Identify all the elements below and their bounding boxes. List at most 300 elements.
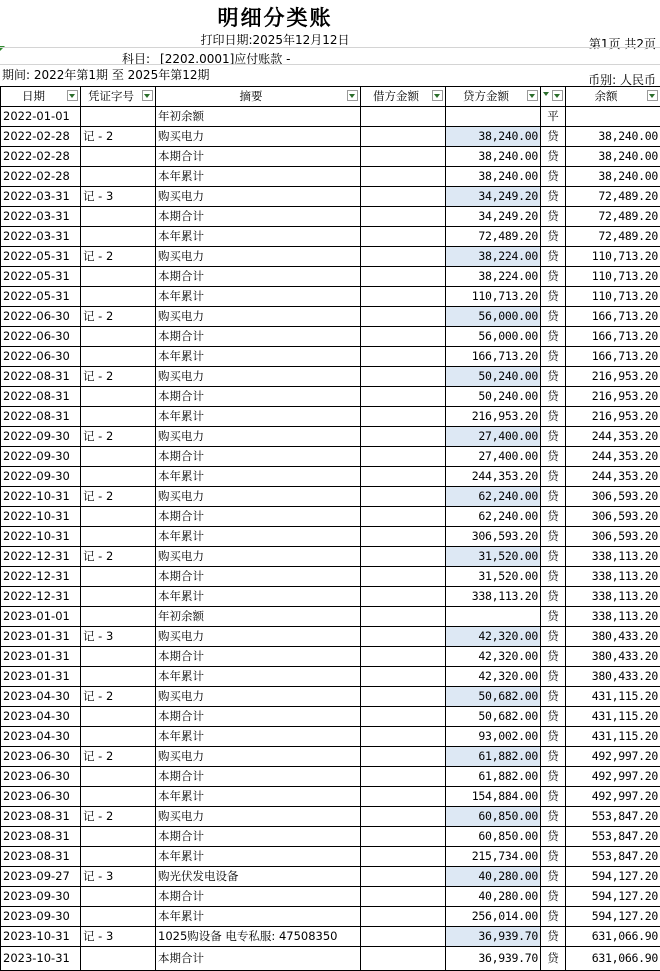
cell-voucher[interactable]: [81, 267, 156, 287]
cell-debit[interactable]: [361, 447, 446, 467]
table-row[interactable]: [1, 807, 660, 827]
cell-balance[interactable]: 492,997.20: [566, 747, 660, 767]
table-row[interactable]: [1, 727, 660, 747]
cell-credit[interactable]: 56,000.00: [446, 327, 541, 347]
cell-debit[interactable]: [361, 367, 446, 387]
cell-direction[interactable]: 贷: [541, 367, 566, 387]
cell-credit[interactable]: 154,884.00: [446, 787, 541, 807]
cell-direction[interactable]: 平: [541, 107, 566, 127]
cell-balance[interactable]: 380,433.20: [566, 667, 660, 687]
table-row[interactable]: [1, 527, 660, 547]
cell-direction[interactable]: 贷: [541, 507, 566, 527]
cell-voucher[interactable]: 记 - 2: [81, 367, 156, 387]
cell-voucher[interactable]: [81, 347, 156, 367]
filter-dropdown-icon[interactable]: [527, 90, 538, 101]
cell-voucher[interactable]: [81, 327, 156, 347]
cell-voucher[interactable]: [81, 647, 156, 667]
cell-direction[interactable]: 贷: [541, 827, 566, 847]
table-row[interactable]: [1, 287, 660, 307]
cell-direction[interactable]: 贷: [541, 647, 566, 667]
cell-credit[interactable]: 50,682.00: [446, 707, 541, 727]
cell-direction[interactable]: 贷: [541, 947, 566, 971]
cell-debit[interactable]: [361, 467, 446, 487]
cell-balance[interactable]: 338,113.20: [566, 567, 660, 587]
cell-direction[interactable]: 贷: [541, 667, 566, 687]
cell-summary[interactable]: 本年累计: [156, 167, 361, 187]
cell-balance[interactable]: 431,115.20: [566, 727, 660, 747]
table-row[interactable]: [1, 387, 660, 407]
cell-date[interactable]: 2022-08-31: [1, 367, 81, 387]
table-row[interactable]: [1, 567, 660, 587]
cell-date[interactable]: 2022-06-30: [1, 347, 81, 367]
cell-credit[interactable]: [446, 107, 541, 127]
cell-date[interactable]: 2023-09-30: [1, 907, 81, 927]
cell-direction[interactable]: 贷: [541, 567, 566, 587]
cell-summary[interactable]: 本期合计: [156, 507, 361, 527]
cell-direction[interactable]: 贷: [541, 467, 566, 487]
cell-direction[interactable]: 贷: [541, 167, 566, 187]
cell-direction[interactable]: 贷: [541, 607, 566, 627]
cell-direction[interactable]: 贷: [541, 227, 566, 247]
cell-direction[interactable]: 贷: [541, 187, 566, 207]
cell-credit[interactable]: 31,520.00: [446, 567, 541, 587]
table-row[interactable]: [1, 467, 660, 487]
table-row[interactable]: [1, 887, 660, 907]
cell-debit[interactable]: [361, 327, 446, 347]
cell-balance[interactable]: 631,066.90: [566, 947, 660, 971]
table-row[interactable]: [1, 407, 660, 427]
cell-debit[interactable]: [361, 127, 446, 147]
cell-credit[interactable]: 93,002.00: [446, 727, 541, 747]
cell-date[interactable]: 2022-12-31: [1, 587, 81, 607]
cell-direction[interactable]: 贷: [541, 867, 566, 887]
cell-credit[interactable]: 50,240.00: [446, 387, 541, 407]
cell-balance[interactable]: 72,489.20: [566, 227, 660, 247]
table-row[interactable]: [1, 127, 660, 147]
cell-balance[interactable]: 338,113.20: [566, 547, 660, 567]
cell-credit[interactable]: 62,240.00: [446, 507, 541, 527]
cell-direction[interactable]: 贷: [541, 807, 566, 827]
cell-summary[interactable]: 购买电力: [156, 247, 361, 267]
cell-credit[interactable]: 60,850.00: [446, 827, 541, 847]
cell-credit[interactable]: 34,249.20: [446, 187, 541, 207]
cell-voucher[interactable]: 记 - 2: [81, 127, 156, 147]
cell-balance[interactable]: 244,353.20: [566, 467, 660, 487]
cell-summary[interactable]: 购买电力: [156, 427, 361, 447]
cell-summary[interactable]: 本期合计: [156, 207, 361, 227]
cell-balance[interactable]: 431,115.20: [566, 687, 660, 707]
cell-direction[interactable]: 贷: [541, 427, 566, 447]
cell-date[interactable]: 2022-02-28: [1, 127, 81, 147]
cell-date[interactable]: 2022-05-31: [1, 267, 81, 287]
cell-debit[interactable]: [361, 927, 446, 947]
cell-balance[interactable]: 553,847.20: [566, 847, 660, 867]
cell-summary[interactable]: 购买电力: [156, 307, 361, 327]
cell-credit[interactable]: 244,353.20: [446, 467, 541, 487]
cell-date[interactable]: 2023-04-30: [1, 707, 81, 727]
cell-balance[interactable]: 166,713.20: [566, 327, 660, 347]
cell-balance[interactable]: [566, 107, 660, 127]
cell-debit[interactable]: [361, 847, 446, 867]
cell-date[interactable]: 2023-01-31: [1, 627, 81, 647]
cell-summary[interactable]: 本年累计: [156, 667, 361, 687]
table-row[interactable]: [1, 247, 660, 267]
cell-balance[interactable]: 338,113.20: [566, 587, 660, 607]
cell-date[interactable]: 2022-05-31: [1, 287, 81, 307]
cell-direction[interactable]: 贷: [541, 627, 566, 647]
table-row[interactable]: [1, 447, 660, 467]
cell-credit[interactable]: 72,489.20: [446, 227, 541, 247]
cell-voucher[interactable]: [81, 527, 156, 547]
cell-date[interactable]: 2022-02-28: [1, 167, 81, 187]
cell-credit[interactable]: 38,224.00: [446, 247, 541, 267]
cell-debit[interactable]: [361, 827, 446, 847]
table-row[interactable]: [1, 427, 660, 447]
cell-date[interactable]: 2022-08-31: [1, 407, 81, 427]
cell-voucher[interactable]: [81, 567, 156, 587]
cell-summary[interactable]: 本年累计: [156, 847, 361, 867]
cell-date[interactable]: 2022-09-30: [1, 467, 81, 487]
cell-voucher[interactable]: [81, 407, 156, 427]
cell-debit[interactable]: [361, 167, 446, 187]
cell-voucher[interactable]: [81, 467, 156, 487]
cell-credit[interactable]: [446, 607, 541, 627]
cell-voucher[interactable]: 记 - 2: [81, 427, 156, 447]
cell-credit[interactable]: 38,240.00: [446, 167, 541, 187]
cell-voucher[interactable]: 记 - 3: [81, 627, 156, 647]
table-row[interactable]: [1, 647, 660, 667]
cell-credit[interactable]: 256,014.00: [446, 907, 541, 927]
cell-summary[interactable]: 本期合计: [156, 767, 361, 787]
cell-voucher[interactable]: 记 - 2: [81, 307, 156, 327]
cell-voucher[interactable]: [81, 227, 156, 247]
cell-credit[interactable]: 34,249.20: [446, 207, 541, 227]
cell-debit[interactable]: [361, 807, 446, 827]
cell-voucher[interactable]: [81, 787, 156, 807]
cell-summary[interactable]: 本期合计: [156, 147, 361, 167]
cell-summary[interactable]: 购光伏发电设备: [156, 867, 361, 887]
cell-credit[interactable]: 166,713.20: [446, 347, 541, 367]
cell-credit[interactable]: 306,593.20: [446, 527, 541, 547]
cell-balance[interactable]: 110,713.20: [566, 267, 660, 287]
cell-direction[interactable]: 贷: [541, 407, 566, 427]
cell-direction[interactable]: 贷: [541, 267, 566, 287]
cell-direction[interactable]: 贷: [541, 447, 566, 467]
cell-credit[interactable]: 56,000.00: [446, 307, 541, 327]
table-row[interactable]: [1, 167, 660, 187]
cell-credit[interactable]: 27,400.00: [446, 447, 541, 467]
cell-direction[interactable]: 贷: [541, 587, 566, 607]
table-row[interactable]: [1, 627, 660, 647]
cell-direction[interactable]: 贷: [541, 207, 566, 227]
cell-credit[interactable]: 338,113.20: [446, 587, 541, 607]
cell-summary[interactable]: 购买电力: [156, 687, 361, 707]
cell-debit[interactable]: [361, 347, 446, 367]
cell-credit[interactable]: 60,850.00: [446, 807, 541, 827]
cell-voucher[interactable]: 记 - 3: [81, 867, 156, 887]
cell-debit[interactable]: [361, 307, 446, 327]
cell-debit[interactable]: [361, 587, 446, 607]
cell-balance[interactable]: 244,353.20: [566, 447, 660, 467]
cell-balance[interactable]: 631,066.90: [566, 927, 660, 947]
cell-credit[interactable]: 50,240.00: [446, 367, 541, 387]
cell-summary[interactable]: 本年累计: [156, 467, 361, 487]
cell-balance[interactable]: 380,433.20: [566, 627, 660, 647]
cell-debit[interactable]: [361, 867, 446, 887]
cell-debit[interactable]: [361, 387, 446, 407]
table-row[interactable]: [1, 147, 660, 167]
cell-balance[interactable]: 306,593.20: [566, 527, 660, 547]
cell-credit[interactable]: 110,713.20: [446, 287, 541, 307]
filter-dropdown-icon[interactable]: [142, 90, 153, 101]
cell-date[interactable]: 2023-06-30: [1, 787, 81, 807]
cell-balance[interactable]: 166,713.20: [566, 347, 660, 367]
cell-summary[interactable]: 1025购设备 电专私服: 47508350: [156, 927, 361, 947]
table-row[interactable]: [1, 307, 660, 327]
cell-direction[interactable]: 贷: [541, 287, 566, 307]
cell-date[interactable]: 2023-01-31: [1, 667, 81, 687]
cell-debit[interactable]: [361, 787, 446, 807]
cell-voucher[interactable]: [81, 827, 156, 847]
cell-date[interactable]: 2023-06-30: [1, 767, 81, 787]
cell-date[interactable]: 2023-08-31: [1, 807, 81, 827]
cell-direction[interactable]: 贷: [541, 747, 566, 767]
cell-voucher[interactable]: [81, 207, 156, 227]
cell-balance[interactable]: 431,115.20: [566, 707, 660, 727]
cell-balance[interactable]: 306,593.20: [566, 487, 660, 507]
cell-direction[interactable]: 贷: [541, 887, 566, 907]
cell-voucher[interactable]: [81, 167, 156, 187]
cell-voucher[interactable]: [81, 887, 156, 907]
cell-summary[interactable]: 本期合计: [156, 647, 361, 667]
cell-voucher[interactable]: [81, 147, 156, 167]
table-row[interactable]: [1, 587, 660, 607]
cell-date[interactable]: 2022-05-31: [1, 247, 81, 267]
cell-direction[interactable]: 贷: [541, 907, 566, 927]
cell-balance[interactable]: 380,433.20: [566, 647, 660, 667]
cell-date[interactable]: 2022-09-30: [1, 427, 81, 447]
cell-voucher[interactable]: 记 - 2: [81, 247, 156, 267]
cell-credit[interactable]: 38,224.00: [446, 267, 541, 287]
cell-debit[interactable]: [361, 187, 446, 207]
cell-voucher[interactable]: [81, 447, 156, 467]
cell-date[interactable]: 2022-10-31: [1, 507, 81, 527]
cell-debit[interactable]: [361, 647, 446, 667]
cell-direction[interactable]: 贷: [541, 247, 566, 267]
cell-summary[interactable]: 本期合计: [156, 327, 361, 347]
cell-date[interactable]: 2023-10-31: [1, 927, 81, 947]
cell-debit[interactable]: [361, 627, 446, 647]
filter-dropdown-icon[interactable]: [647, 90, 658, 101]
cell-summary[interactable]: 购买电力: [156, 747, 361, 767]
cell-credit[interactable]: 42,320.00: [446, 647, 541, 667]
cell-date[interactable]: 2022-09-30: [1, 447, 81, 467]
cell-voucher[interactable]: [81, 947, 156, 971]
cell-date[interactable]: 2023-09-30: [1, 887, 81, 907]
cell-voucher[interactable]: 记 - 2: [81, 687, 156, 707]
cell-summary[interactable]: 本年累计: [156, 527, 361, 547]
table-row[interactable]: [1, 507, 660, 527]
cell-debit[interactable]: [361, 527, 446, 547]
cell-voucher[interactable]: [81, 667, 156, 687]
cell-balance[interactable]: 553,847.20: [566, 827, 660, 847]
cell-credit[interactable]: 40,280.00: [446, 887, 541, 907]
cell-direction[interactable]: 贷: [541, 387, 566, 407]
cell-credit[interactable]: 42,320.00: [446, 667, 541, 687]
cell-voucher[interactable]: [81, 767, 156, 787]
cell-voucher[interactable]: 记 - 2: [81, 487, 156, 507]
cell-voucher[interactable]: [81, 587, 156, 607]
cell-summary[interactable]: 本年累计: [156, 727, 361, 747]
cell-direction[interactable]: 贷: [541, 927, 566, 947]
cell-summary[interactable]: 年初余额: [156, 107, 361, 127]
table-row[interactable]: [1, 347, 660, 367]
cell-balance[interactable]: 38,240.00: [566, 167, 660, 187]
table-row[interactable]: [1, 607, 660, 627]
cell-debit[interactable]: [361, 487, 446, 507]
cell-direction[interactable]: 贷: [541, 527, 566, 547]
cell-voucher[interactable]: [81, 107, 156, 127]
cell-balance[interactable]: 594,127.20: [566, 867, 660, 887]
cell-credit[interactable]: 62,240.00: [446, 487, 541, 507]
cell-date[interactable]: 2023-06-30: [1, 747, 81, 767]
cell-balance[interactable]: 216,953.20: [566, 367, 660, 387]
cell-date[interactable]: 2023-09-27: [1, 867, 81, 887]
cell-direction[interactable]: 贷: [541, 787, 566, 807]
table-row[interactable]: [1, 787, 660, 807]
cell-debit[interactable]: [361, 567, 446, 587]
cell-voucher[interactable]: [81, 607, 156, 627]
cell-direction[interactable]: 贷: [541, 307, 566, 327]
cell-debit[interactable]: [361, 707, 446, 727]
cell-debit[interactable]: [361, 427, 446, 447]
table-row[interactable]: [1, 547, 660, 567]
cell-direction[interactable]: 贷: [541, 327, 566, 347]
cell-debit[interactable]: [361, 767, 446, 787]
cell-voucher[interactable]: [81, 287, 156, 307]
table-row[interactable]: [1, 767, 660, 787]
table-row[interactable]: [1, 327, 660, 347]
cell-debit[interactable]: [361, 887, 446, 907]
cell-debit[interactable]: [361, 107, 446, 127]
cell-date[interactable]: 2022-06-30: [1, 307, 81, 327]
cell-credit[interactable]: 36,939.70: [446, 947, 541, 971]
table-row[interactable]: [1, 267, 660, 287]
cell-balance[interactable]: 38,240.00: [566, 147, 660, 167]
filter-dropdown-icon[interactable]: [432, 90, 443, 101]
table-row[interactable]: [1, 707, 660, 727]
cell-debit[interactable]: [361, 147, 446, 167]
table-row[interactable]: [1, 187, 660, 207]
cell-credit[interactable]: 61,882.00: [446, 767, 541, 787]
cell-summary[interactable]: 购买电力: [156, 127, 361, 147]
cell-credit[interactable]: 36,939.70: [446, 927, 541, 947]
cell-date[interactable]: 2023-08-31: [1, 847, 81, 867]
cell-debit[interactable]: [361, 507, 446, 527]
cell-direction[interactable]: 贷: [541, 727, 566, 747]
cell-debit[interactable]: [361, 547, 446, 567]
cell-balance[interactable]: 72,489.20: [566, 207, 660, 227]
cell-credit[interactable]: 38,240.00: [446, 147, 541, 167]
table-row[interactable]: [1, 207, 660, 227]
cell-summary[interactable]: 本期合计: [156, 567, 361, 587]
cell-direction[interactable]: 贷: [541, 487, 566, 507]
table-row[interactable]: [1, 747, 660, 767]
cell-debit[interactable]: [361, 687, 446, 707]
cell-voucher[interactable]: [81, 387, 156, 407]
table-row[interactable]: [1, 687, 660, 707]
cell-debit[interactable]: [361, 267, 446, 287]
cell-voucher[interactable]: [81, 847, 156, 867]
cell-debit[interactable]: [361, 207, 446, 227]
cell-date[interactable]: 2022-02-28: [1, 147, 81, 167]
table-row[interactable]: [1, 367, 660, 387]
cell-voucher[interactable]: 记 - 3: [81, 927, 156, 947]
cell-credit[interactable]: 42,320.00: [446, 627, 541, 647]
cell-direction[interactable]: 贷: [541, 767, 566, 787]
cell-date[interactable]: 2023-01-31: [1, 647, 81, 667]
cell-balance[interactable]: 166,713.20: [566, 307, 660, 327]
cell-date[interactable]: 2022-06-30: [1, 327, 81, 347]
cell-date[interactable]: 2022-03-31: [1, 187, 81, 207]
cell-summary[interactable]: 购买电力: [156, 627, 361, 647]
cell-date[interactable]: 2023-01-01: [1, 607, 81, 627]
cell-balance[interactable]: 38,240.00: [566, 127, 660, 147]
cell-balance[interactable]: 492,997.20: [566, 767, 660, 787]
cell-credit[interactable]: 50,682.00: [446, 687, 541, 707]
table-row[interactable]: [1, 487, 660, 507]
cell-summary[interactable]: 购买电力: [156, 187, 361, 207]
cell-date[interactable]: 2022-03-31: [1, 227, 81, 247]
cell-direction[interactable]: 贷: [541, 687, 566, 707]
cell-direction[interactable]: 贷: [541, 147, 566, 167]
cell-balance[interactable]: 553,847.20: [566, 807, 660, 827]
cell-summary[interactable]: 购买电力: [156, 807, 361, 827]
cell-debit[interactable]: [361, 947, 446, 971]
cell-credit[interactable]: 40,280.00: [446, 867, 541, 887]
cell-summary[interactable]: 年初余额: [156, 607, 361, 627]
cell-balance[interactable]: 338,113.20: [566, 607, 660, 627]
filter-dropdown-icon[interactable]: [552, 90, 563, 101]
cell-voucher[interactable]: [81, 727, 156, 747]
cell-date[interactable]: 2022-10-31: [1, 487, 81, 507]
cell-voucher[interactable]: 记 - 2: [81, 807, 156, 827]
table-row[interactable]: [1, 927, 660, 947]
cell-credit[interactable]: 216,953.20: [446, 407, 541, 427]
cell-date[interactable]: 2022-08-31: [1, 387, 81, 407]
cell-debit[interactable]: [361, 907, 446, 927]
cell-debit[interactable]: [361, 667, 446, 687]
cell-direction[interactable]: 贷: [541, 707, 566, 727]
cell-voucher[interactable]: 记 - 3: [81, 187, 156, 207]
cell-debit[interactable]: [361, 407, 446, 427]
cell-date[interactable]: 2023-08-31: [1, 827, 81, 847]
cell-voucher[interactable]: [81, 907, 156, 927]
cell-summary[interactable]: 本年累计: [156, 587, 361, 607]
table-row[interactable]: [1, 827, 660, 847]
cell-balance[interactable]: 216,953.20: [566, 387, 660, 407]
table-row[interactable]: [1, 847, 660, 867]
cell-credit[interactable]: 31,520.00: [446, 547, 541, 567]
cell-voucher[interactable]: 记 - 2: [81, 547, 156, 567]
cell-direction[interactable]: 贷: [541, 547, 566, 567]
cell-direction[interactable]: 贷: [541, 347, 566, 367]
cell-debit[interactable]: [361, 247, 446, 267]
cell-summary[interactable]: 本年累计: [156, 227, 361, 247]
cell-direction[interactable]: 贷: [541, 127, 566, 147]
cell-summary[interactable]: 本期合计: [156, 447, 361, 467]
cell-balance[interactable]: 110,713.20: [566, 287, 660, 307]
